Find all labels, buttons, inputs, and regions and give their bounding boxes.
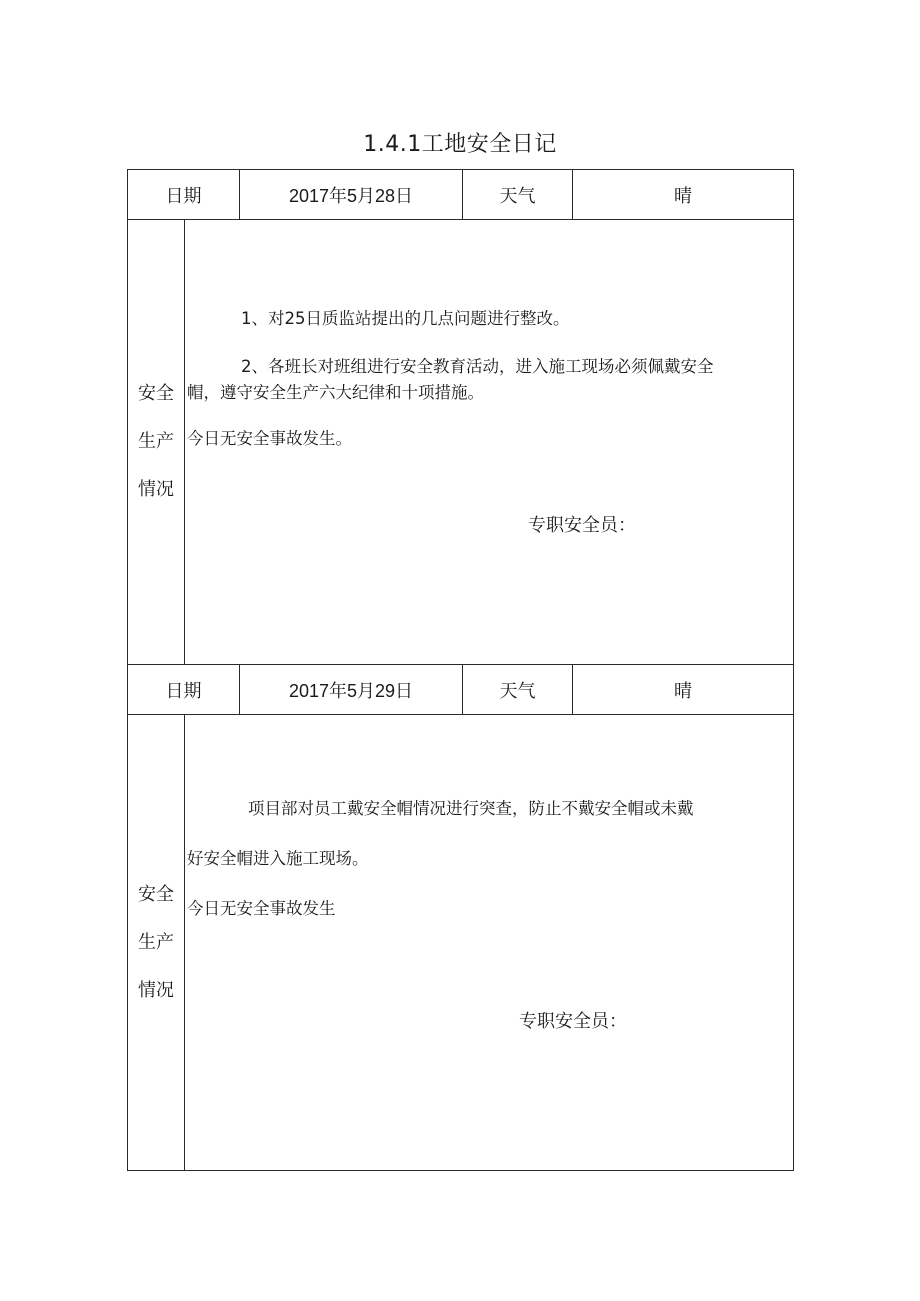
section-label-line: 情况 <box>138 979 174 1001</box>
weather-value: 晴 <box>573 170 794 220</box>
date-value: 2017年5月29日 <box>240 665 463 715</box>
content-line: 今日无安全事故发生 <box>187 899 336 918</box>
date-label: 日期 <box>128 170 240 220</box>
weather-value: 晴 <box>573 665 794 715</box>
content-line: 2、各班长对班组进行安全教育活动，进入施工现场必须佩戴安全 <box>241 357 714 376</box>
section-label-line: 生产 <box>138 931 174 953</box>
date-value: 2017年5月28日 <box>240 170 463 220</box>
entry-body-row <box>128 220 794 665</box>
section-label <box>128 220 185 665</box>
section-label-line: 安全 <box>138 383 174 404</box>
entry-header-row <box>128 170 794 220</box>
content-line: 1、对25日质监站提出的几点问题进行整改。 <box>241 309 570 328</box>
content-line: 项目部对员工戴安全帽情况进行突查，防止不戴安全帽或未戴 <box>248 799 694 818</box>
safety-log-table <box>127 169 794 1171</box>
content-line: 帽，遵守安全生产六大纪律和十项措施。 <box>187 383 484 402</box>
content-line: 今日无安全事故发生。 <box>187 429 352 448</box>
safety-officer-signature: 专职安全员： <box>528 515 636 536</box>
date-label: 日期 <box>128 665 240 715</box>
section-label-line: 生产 <box>138 431 174 452</box>
content-cell <box>185 220 794 665</box>
safety-officer-signature: 专职安全员： <box>519 1011 627 1032</box>
entry-body-row <box>128 715 794 1171</box>
weather-label: 天气 <box>463 170 573 220</box>
page-title: 1.4.1工地安全日记 <box>363 132 557 157</box>
section-label-line: 情况 <box>138 479 174 500</box>
weather-label: 天气 <box>463 665 573 715</box>
content-cell <box>185 715 794 1171</box>
section-label-line: 安全 <box>138 883 174 905</box>
section-label <box>128 715 185 1171</box>
entry-header-row <box>128 665 794 715</box>
content-line: 好安全帽进入施工现场。 <box>187 849 369 868</box>
